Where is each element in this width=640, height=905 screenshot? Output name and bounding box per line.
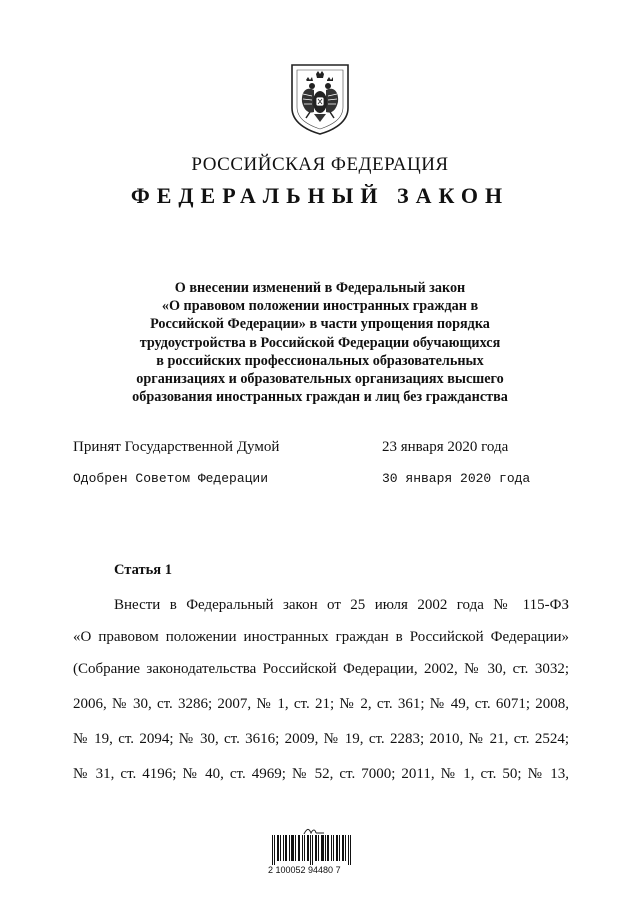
duma-adoption-label: Принят Государственной Думой: [73, 439, 280, 455]
law-title: [110, 279, 530, 406]
article-text-line: (Собрание законодательства Российской Федерации, 2002, № 30, ст. 3032;: [73, 661, 569, 677]
council-approval-date: 30 января 2020 года: [382, 471, 531, 486]
law-title-line: О внесении изменений в Федеральный закон: [174, 280, 466, 296]
barcode-icon: [272, 835, 352, 865]
russian-coat-of-arms-icon: [288, 62, 352, 136]
article-text-line: 2006, № 30, ст. 3286; 2007, № 1, ст. 21; № 2, ст. 361; № 49, ст. 6071; 2008,: [73, 696, 569, 712]
article-text-line: № 19, ст. 2094; № 30, ст. 3616; 2009, № 19, ст. 2283; 2010, № 21, ст. 2524;: [73, 731, 569, 747]
law-title-line: трудоустройства в Российской Федерации обучающихся: [139, 334, 501, 351]
article-heading: Статья 1: [114, 562, 172, 578]
duma-adoption-date: 23 января 2020 года: [382, 439, 509, 455]
law-title-line: образования иностранных граждан и лиц без гражданства: [132, 389, 508, 406]
barcode-number: 2 100052 94480 7: [268, 865, 341, 875]
country-name: РОССИЙСКАЯ ФЕДЕРАЦИЯ: [191, 154, 449, 175]
article-text-line: Внести в Федеральный закон от 25 июля 2002 года № 115-ФЗ: [114, 597, 569, 613]
council-approval-label: Одобрен Советом Федерации: [73, 471, 269, 486]
law-title-line: в российских профессиональных образовательных: [156, 352, 484, 369]
law-title-line: организациях и образовательных организациях высшего: [136, 371, 504, 388]
article-text-line: № 31, ст. 4196; № 40, ст. 4969; № 52, ст. 7000; 2011, № 1, ст. 50; № 13,: [73, 766, 569, 782]
law-title-line: «О правовом положении иностранных граждан в: [161, 298, 479, 315]
article-text-line: «О правовом положении иностранных граждан в Российской Федерации»: [73, 629, 569, 645]
document-type: ФЕДЕРАЛЬНЫЙ ЗАКОН: [130, 183, 510, 208]
law-title-line: Российской Федерации» в части упрощения порядка: [150, 316, 490, 333]
